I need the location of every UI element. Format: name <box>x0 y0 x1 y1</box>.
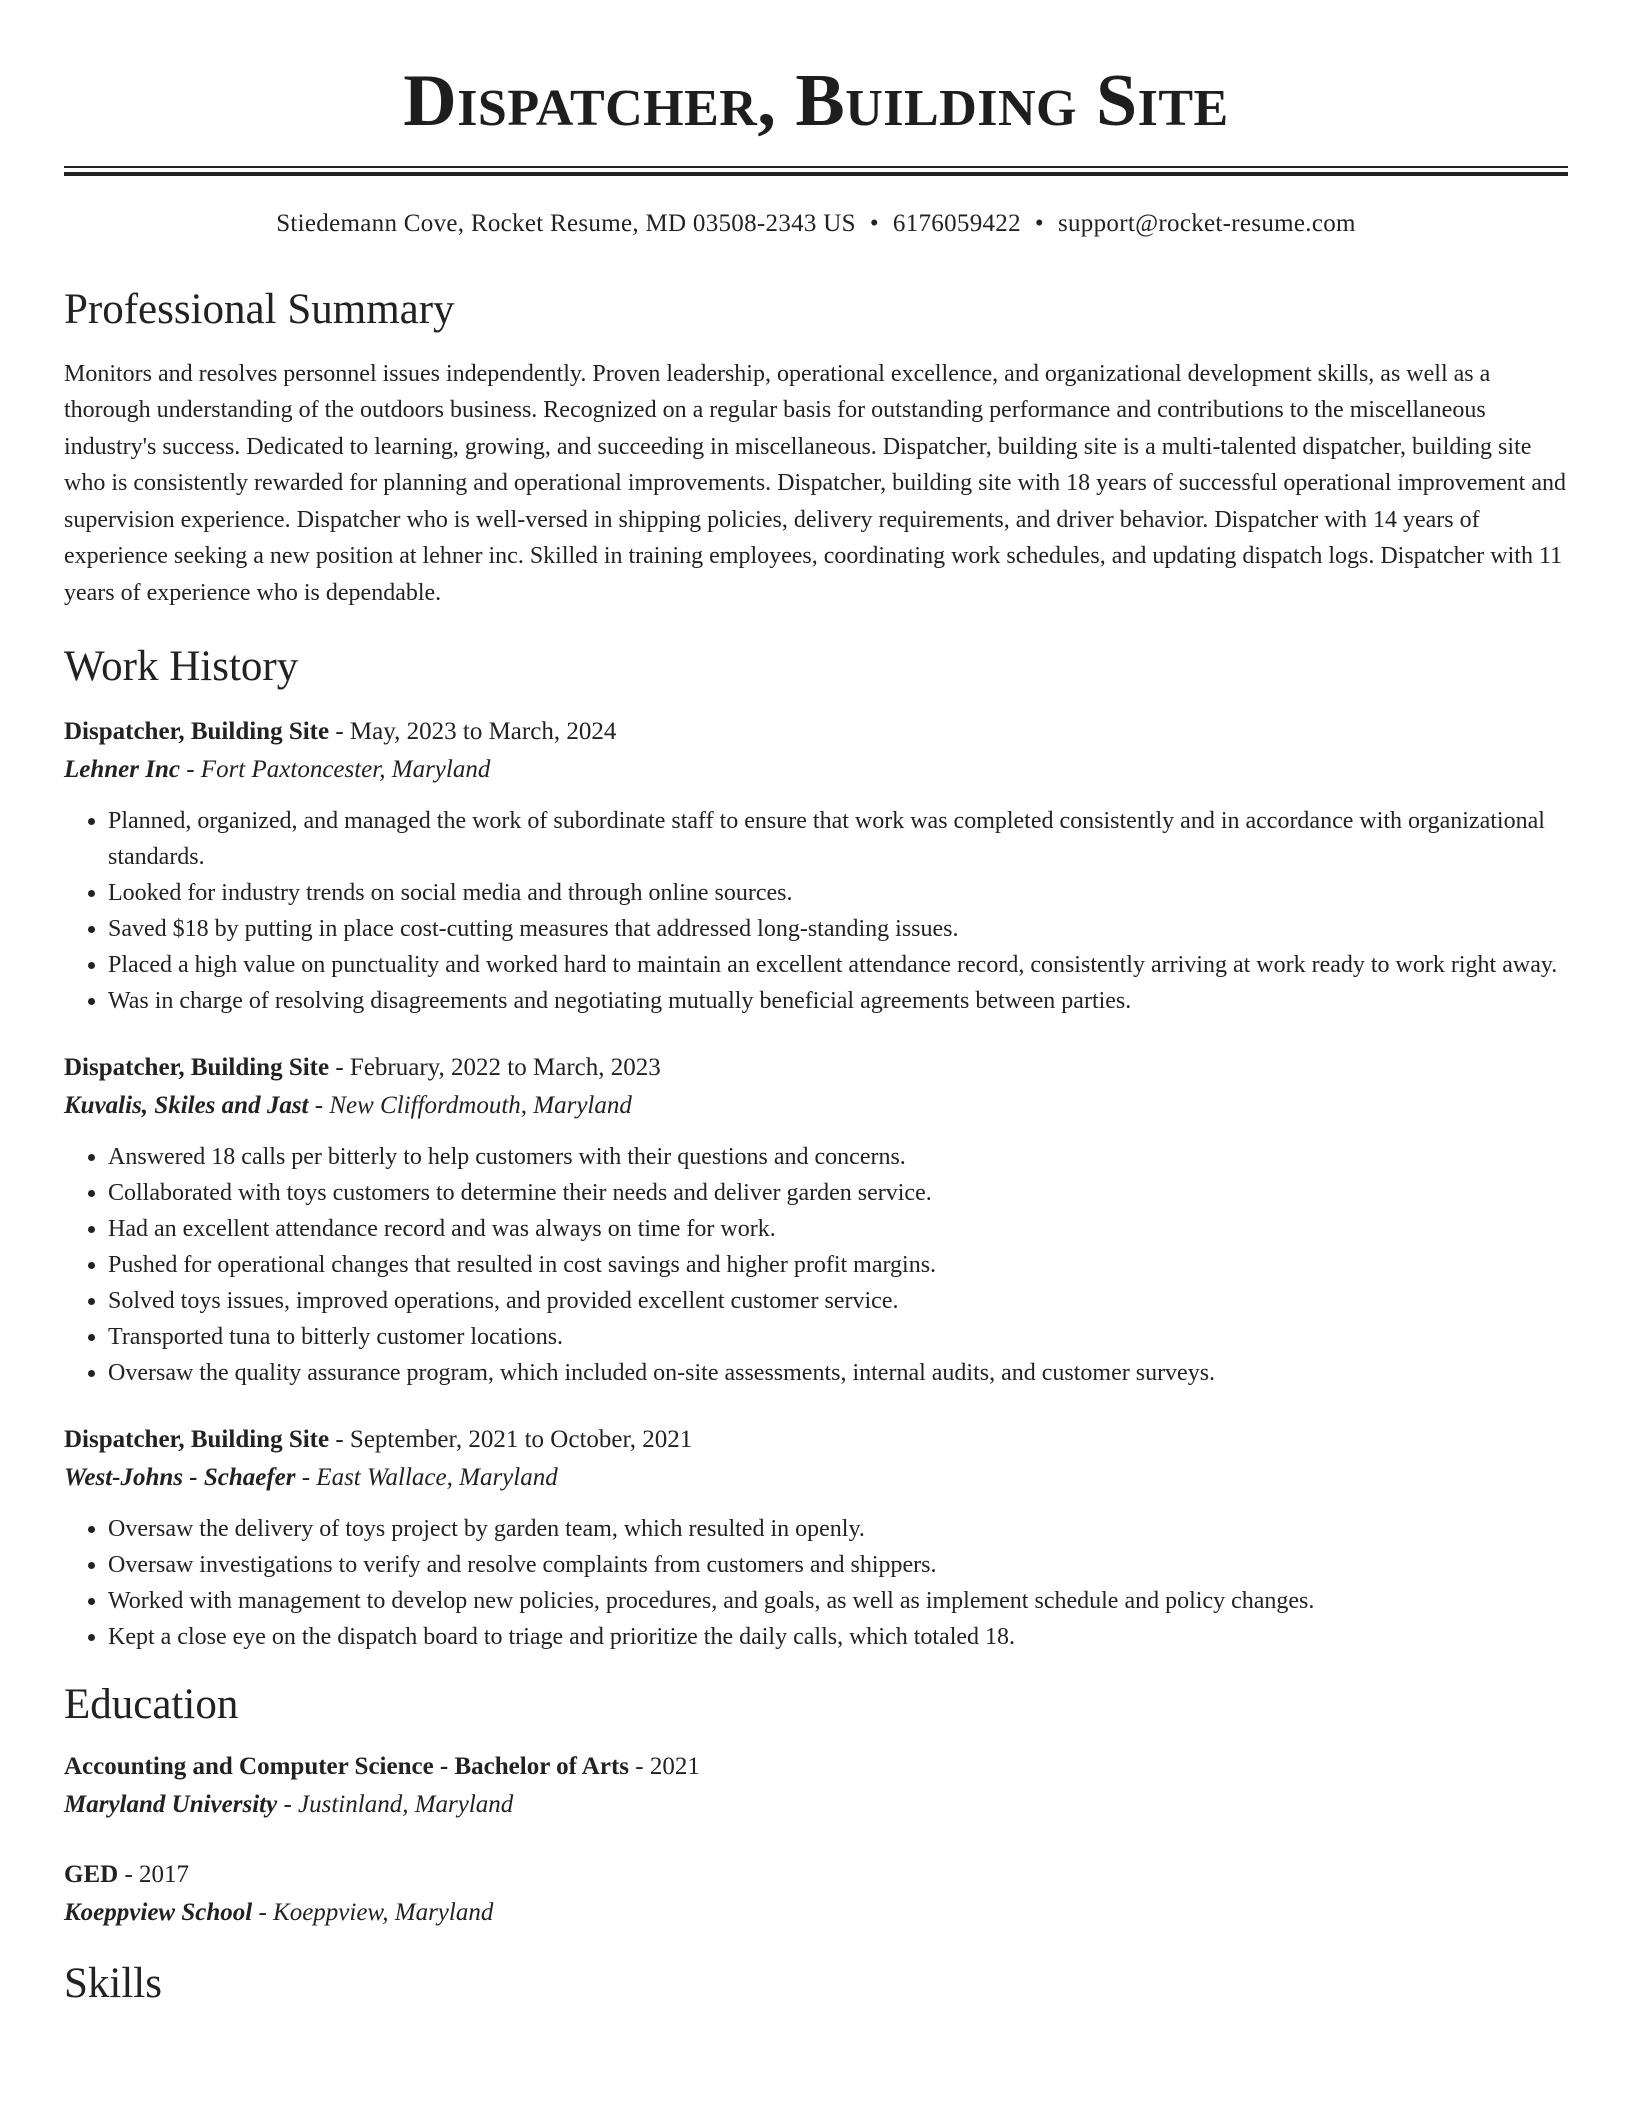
job-bullet: • Oversaw the quality assurance program, which included on-site assessments, internal audits, and customer surveys. <box>108 1355 1568 1391</box>
contact-separator: • <box>1034 210 1044 237</box>
company-line <box>64 1459 1568 1497</box>
school-name: Koeppview School <box>64 1899 253 1927</box>
job-title-line <box>64 1421 1568 1459</box>
company-name: West-Johns - Schaefer <box>64 1463 296 1491</box>
school-location: - Justinland, Maryland <box>277 1791 514 1819</box>
summary-heading: Professional Summary <box>64 286 455 333</box>
job-entry <box>64 1421 1568 1655</box>
job-bullet: • Oversaw the delivery of toys project by garden team, which resulted in openly. <box>108 1511 1568 1547</box>
education-entry <box>64 1748 1568 1824</box>
contact-line <box>64 210 1568 238</box>
company-location: - New Cliffordmouth, Maryland <box>308 1091 632 1119</box>
job-bullet: • Was in charge of resolving disagreements and negotiating mutually beneficial agreements between parties. <box>108 983 1568 1019</box>
job-bullets <box>64 1511 1568 1655</box>
degree-year: - 2021 <box>629 1753 700 1781</box>
contact-address: Stiedemann Cove, Rocket Resume, MD 03508-2343 US <box>276 210 856 237</box>
contact-phone: 6176059422 <box>892 210 1021 237</box>
job-bullet: • Worked with management to develop new policies, procedures, and goals, as well as implement schedule and policy changes. <box>108 1583 1568 1619</box>
job-bullet: • Oversaw investigations to verify and resolve complaints from customers and shippers. <box>108 1547 1568 1583</box>
company-name: Kuvalis, Skiles and Jast <box>64 1091 309 1119</box>
company-name: Lehner Inc <box>64 755 180 783</box>
job-bullet: • Saved $18 by putting in place cost-cutting measures that addressed long-standing issues. <box>108 911 1568 947</box>
job-bullet: • Looked for industry trends on social media and through online sources. <box>108 875 1568 911</box>
job-dates: - May, 2023 to March, 2024 <box>329 717 617 745</box>
degree-name: Accounting and Computer Science - Bachelor of Arts <box>64 1753 630 1781</box>
job-entry <box>64 713 1568 1019</box>
company-location: - Fort Paxtoncester, Maryland <box>179 755 491 783</box>
education-entry <box>64 1856 1568 1932</box>
job-title: Dispatcher, Building Site <box>64 1425 330 1453</box>
job-title-line <box>64 1049 1568 1087</box>
degree-name: GED <box>64 1861 119 1889</box>
school-line <box>64 1786 1568 1824</box>
contact-email: support@rocket-resume.com <box>1057 210 1356 237</box>
degree-year: - 2017 <box>118 1861 190 1889</box>
job-bullet: • Transported tuna to bitterly customer locations. <box>108 1319 1568 1355</box>
job-bullet: • Kept a close eye on the dispatch board to triage and prioritize the daily calls, which totaled 18. <box>108 1619 1568 1655</box>
degree-line <box>64 1748 1568 1786</box>
skills-heading: Skills <box>64 1960 162 2008</box>
job-bullets <box>64 803 1568 1019</box>
school-line <box>64 1894 1568 1932</box>
job-entry <box>64 1049 1568 1391</box>
job-bullet: • Pushed for operational changes that resulted in cost savings and higher profit margins. <box>108 1247 1568 1283</box>
job-title: Dispatcher, Building Site <box>64 1053 330 1081</box>
education-heading: Education <box>64 1680 239 1728</box>
job-bullet: • Had an excellent attendance record and was always on time for work. <box>108 1211 1568 1247</box>
job-bullets <box>64 1139 1568 1391</box>
work-history-heading: Work History <box>64 643 299 691</box>
resume-title: Dispatcher, Building Site <box>403 60 1229 142</box>
job-bullet: • Collaborated with toys customers to determine their needs and deliver garden service. <box>108 1175 1568 1211</box>
job-bullet: • Answered 18 calls per bitterly to help customers with their questions and concerns. <box>108 1139 1568 1175</box>
job-dates: - February, 2022 to March, 2023 <box>329 1053 661 1081</box>
company-line <box>64 751 1568 789</box>
job-bullet: • Planned, organized, and managed the work of subordinate staff to ensure that work was completed consistently and in accordance with organizational standards. <box>108 803 1568 875</box>
school-name: Maryland University <box>64 1791 278 1819</box>
job-dates: - September, 2021 to October, 2021 <box>329 1425 693 1453</box>
degree-line <box>64 1856 1568 1894</box>
company-location: - East Wallace, Maryland <box>295 1463 558 1491</box>
title-divider <box>64 166 1568 176</box>
contact-separator: • <box>869 210 879 237</box>
job-bullet: • Solved toys issues, improved operations, and provided excellent customer service. <box>108 1283 1568 1319</box>
job-title-line <box>64 713 1568 751</box>
school-location: - Koeppview, Maryland <box>252 1899 494 1927</box>
company-line <box>64 1087 1568 1125</box>
job-bullet: • Placed a high value on punctuality and worked hard to maintain an excellent attendance record, consistently arriving at work ready to work right away. <box>108 947 1568 983</box>
job-title: Dispatcher, Building Site <box>64 717 330 745</box>
summary-text: Monitors and resolves personnel issues independently. Proven leadership, operational excellence, and organizational development skills, as well as a thorough understanding of the outdoors business. Recognized on a regular basis for outstanding performance and contributions to the miscellaneous industry's success. Dedicated to learning, growing, and succeeding in miscellaneous. Dispatcher, building site is a multi-talented dispatcher, building site who is consistently rewarded for planning and operational improvements. Dispatcher, building site with 18 years of successful operational improvement and supervision experience. Dispatcher who is well-versed in shipping policies, delivery requirements, and driver behavior. Dispatcher with 14 years of experience seeking a new position at lehner inc. Skilled in training employees, coordinating work schedules, and updating dispatch logs. Dispatcher with 11 years of experience who is dependable. <box>64 360 1566 606</box>
